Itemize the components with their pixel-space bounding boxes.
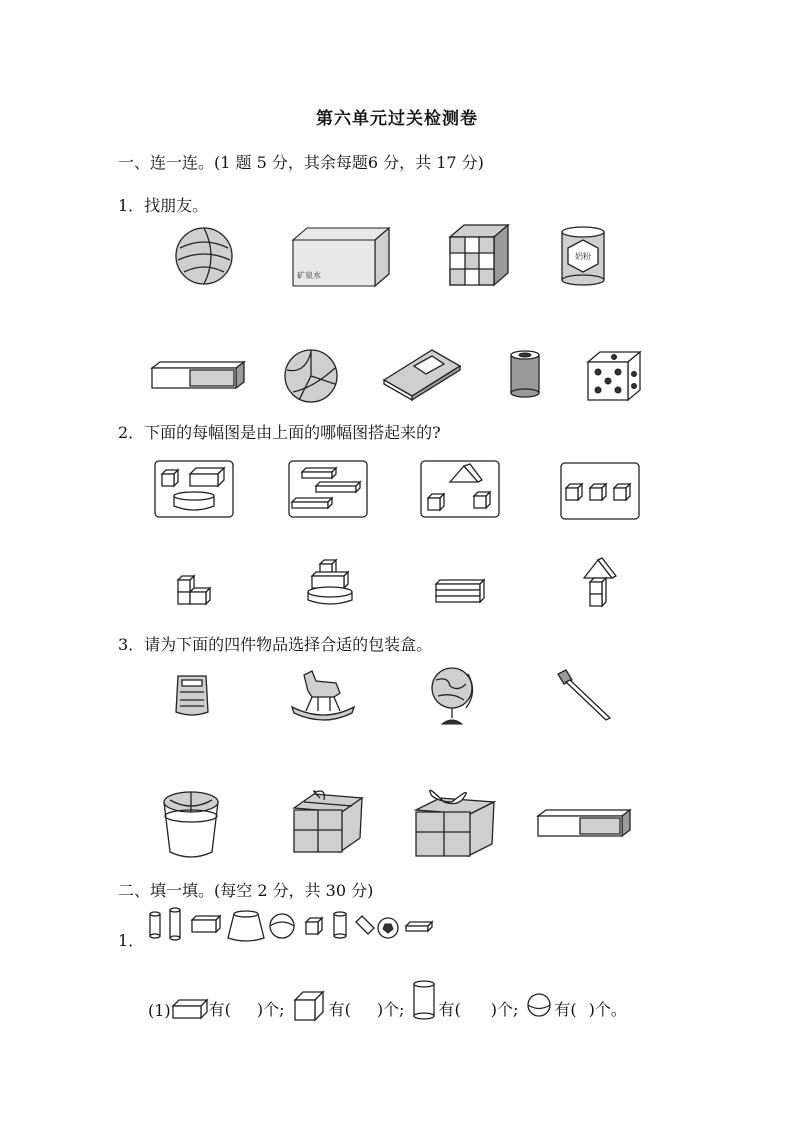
fill-in-row-1 [148,980,627,1020]
rocking-horse-icon [290,667,356,723]
sub-question-1-prefix: (1) [148,1001,171,1020]
fill-text-2b: )个; [376,1000,405,1019]
shapes-row-icon [148,908,438,944]
built-figure-a-icon [176,572,216,608]
section-2-heading: 二、填一填。(每空 2 分，共 30 分) [118,881,374,900]
rubik-cube-icon [448,223,510,287]
tape-roll-icon [509,349,541,399]
cube-gift-box-icon [290,788,366,854]
sphere-icon [526,992,554,1020]
section-1-heading: 一、连一连。(1 题 5 分，其余每题6 分，共 17 分) [118,153,484,172]
built-figure-d-icon [582,556,620,608]
milk-can-label: 奶粉 [575,252,591,261]
fill-text-3a: 有( [438,1000,461,1019]
large-gift-box-icon [414,780,496,860]
fill-text-1b: )个; [256,1000,285,1019]
fill-text-2a: 有( [328,1000,351,1019]
book-box-icon [382,348,462,400]
fill-text-1a: 有( [208,1000,231,1019]
fill-text-4b: )个。 [588,1000,627,1019]
toothpaste-box-icon [150,360,246,390]
question-1-3: 3．请为下面的四件物品选择合适的包装盒。 [118,635,433,654]
shape-set-d-icon [560,462,640,520]
built-figure-c-icon [434,578,486,608]
shape-set-c-icon [420,460,500,518]
ball-icon [174,226,234,286]
question-1-1: 1．找朋友。 [118,196,209,215]
cube-icon [293,990,329,1020]
cylinder-icon [412,980,438,1020]
water-box-icon [291,226,391,288]
built-figure-b-icon [306,556,356,608]
dice-icon [586,350,642,402]
fill-text-4a: 有( [554,1000,577,1019]
page-title: 第六单元过关检测卷 [316,109,478,129]
globe-icon [428,664,476,728]
volleyball-icon [283,348,339,404]
food-bag-icon [172,672,212,720]
round-gift-box-icon [160,788,222,860]
water-box-label: 矿泉水 [297,271,321,280]
fill-text-3b: )个; [490,1000,519,1019]
question-1-2: 2．下面的每幅图是由上面的哪幅图搭起来的? [118,423,441,442]
shape-set-b-icon [288,460,368,518]
toothbrush-icon [556,668,612,724]
question-2-1-number: 1． [118,931,145,950]
rectangular-prism-icon [171,998,209,1020]
shape-set-a-icon [154,460,234,518]
milk-can-icon [560,226,606,286]
long-box-icon [536,808,632,838]
